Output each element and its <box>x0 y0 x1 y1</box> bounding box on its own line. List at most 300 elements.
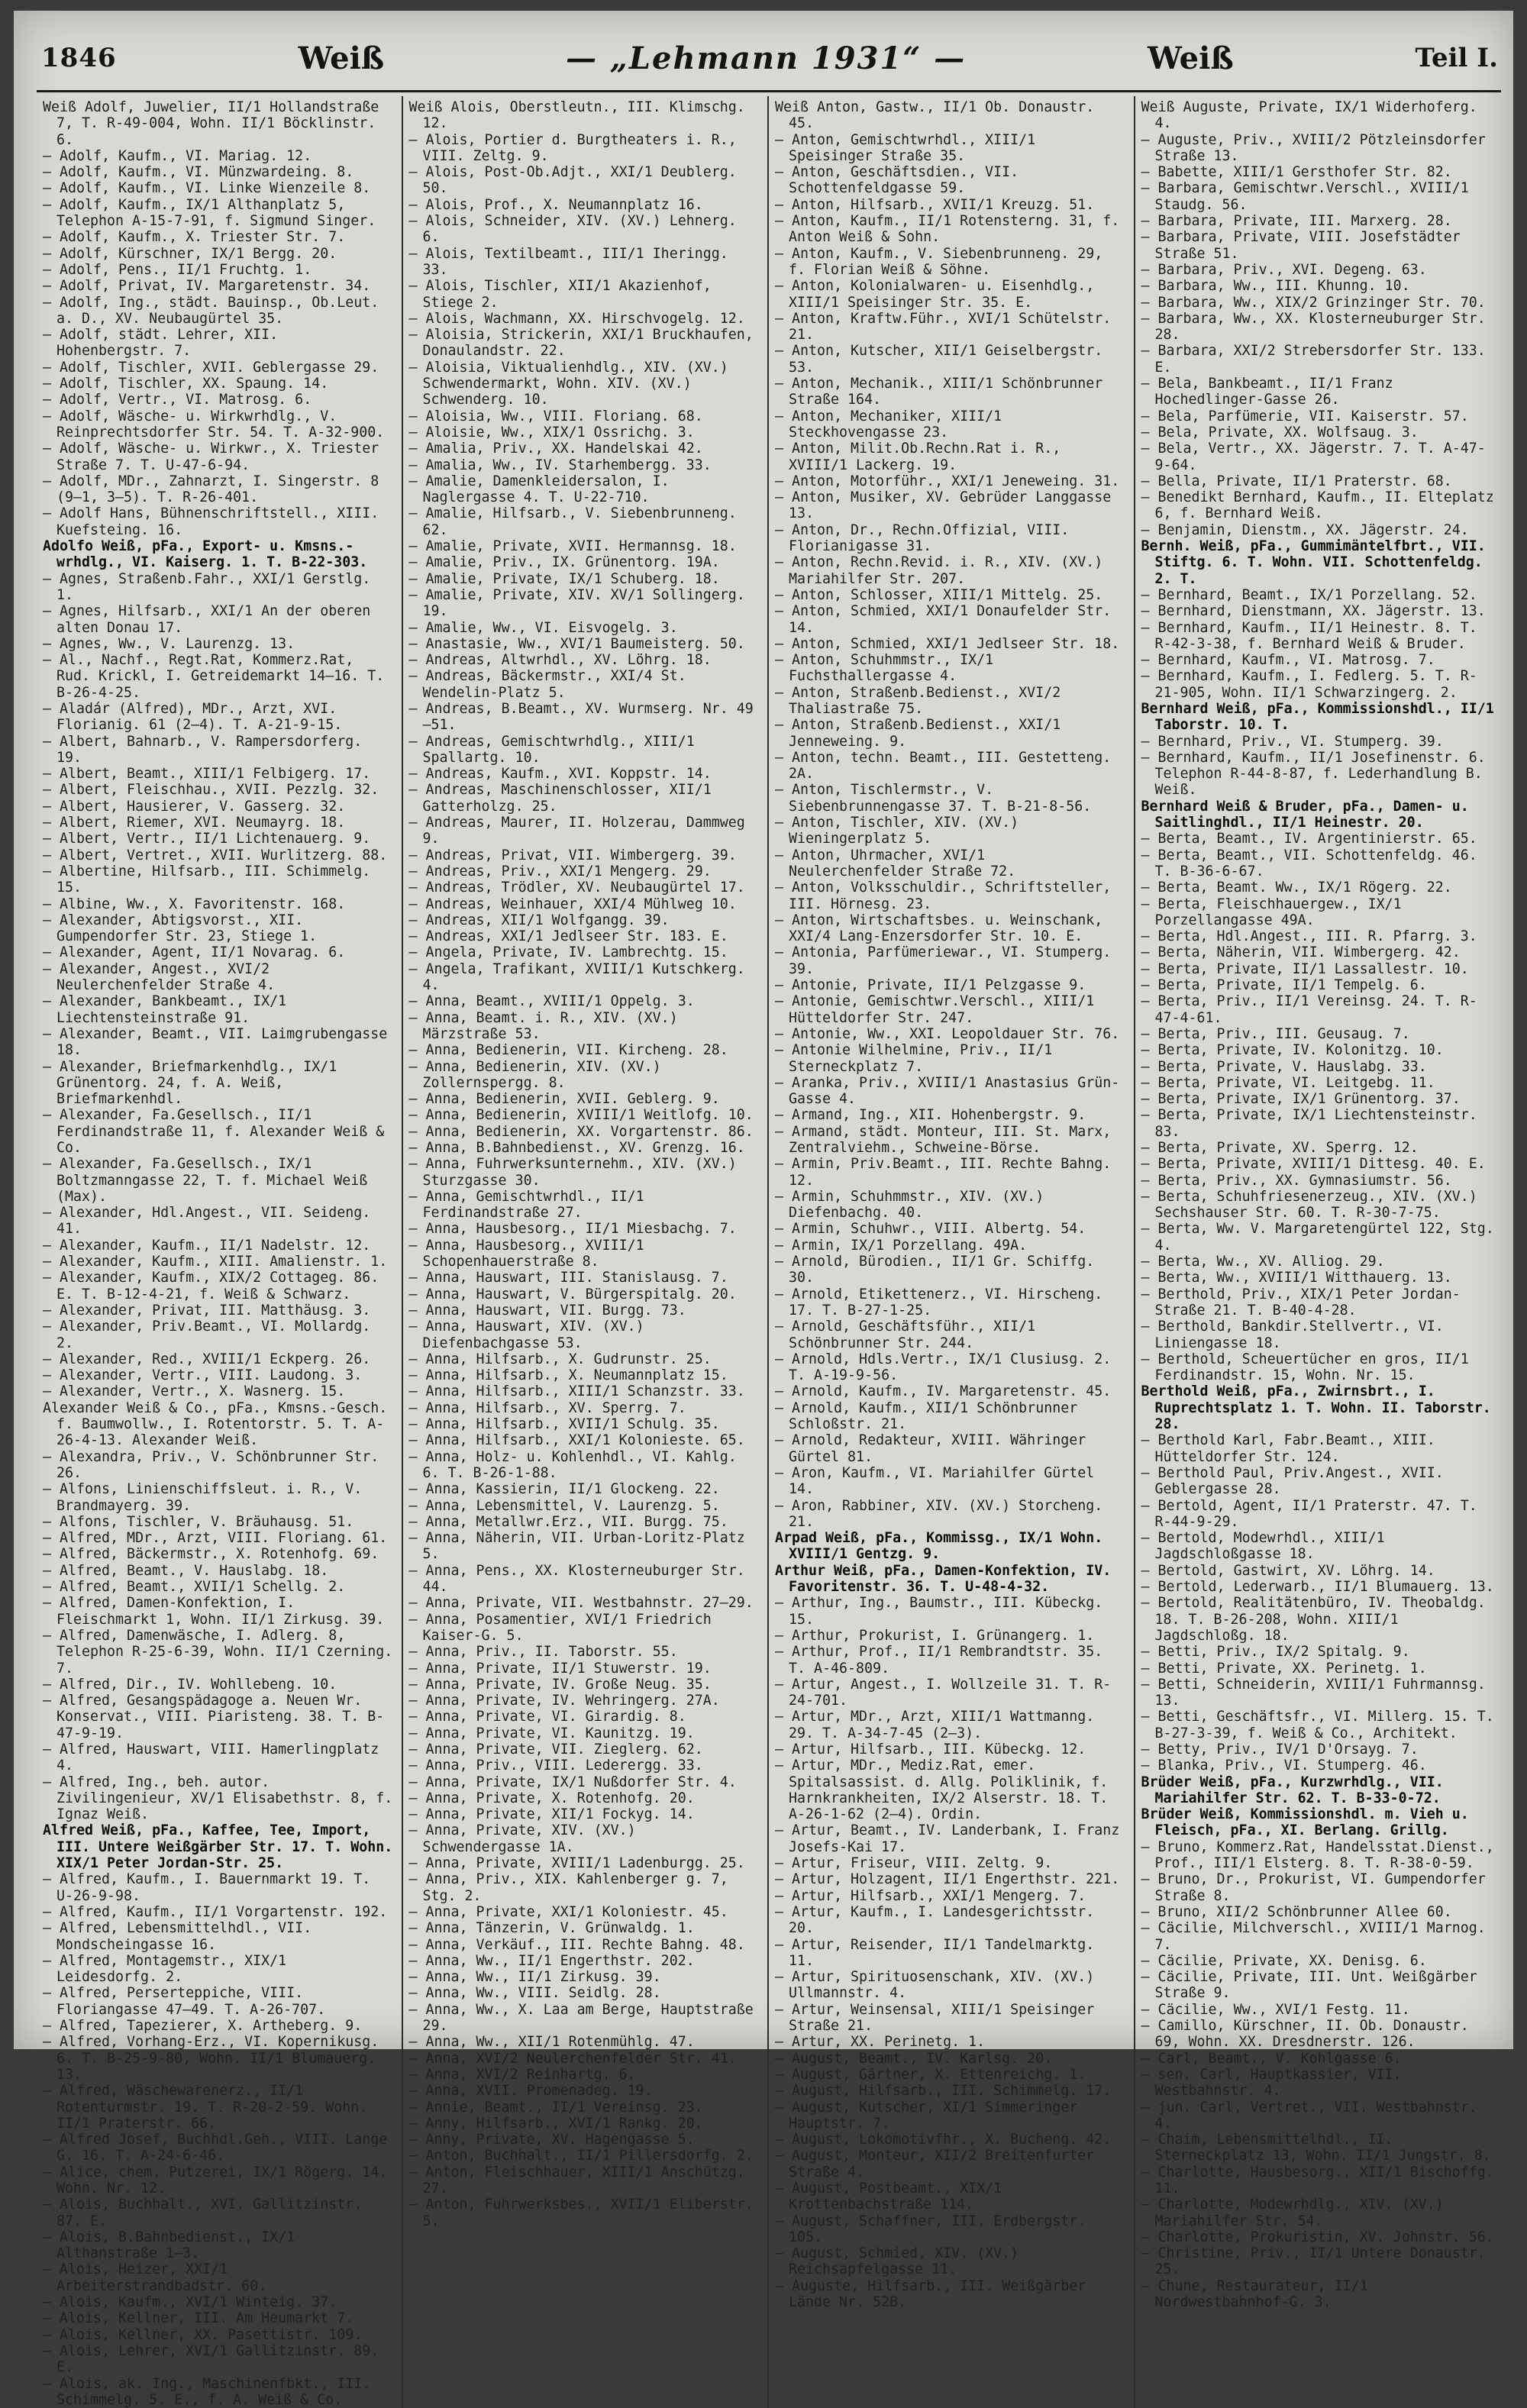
firm-entry: Brüder Weiß, pFa., Kurzwrhdlg., VII. Mariahilfer Str. 62. T. B-33-0-72. <box>1141 1774 1444 1806</box>
directory-entry: — Alfred, Lebensmittelhdl., VII. Mondscheingasse 16. <box>43 1920 312 1953</box>
directory-entry: — Anna, Hilfsarb., X. Gudrunstr. 25. <box>408 1351 712 1367</box>
directory-entry: — Anna, Bedienerin, XX. Vorgartenstr. 86. <box>408 1123 754 1140</box>
directory-entry: — Andreas, Gemischtwrhdlg., XIII/1 Spallartg. 10. <box>408 733 695 766</box>
directory-entry: — Anna, Beamt. i. R., XIV. (XV.) Märzstraße 53. <box>408 1009 678 1042</box>
directory-entry: — Artur, Kaufm., I. Landesgerichtsstr. 20. <box>775 1903 1095 1937</box>
directory-entry: — Anton, Schmied, XXI/1 Donaufelder Str. 14. <box>775 603 1112 636</box>
directory-entry: — Alfred, Kaufm., I. Bauernmarkt 19. T. U-26-9-98. <box>43 1871 371 1904</box>
directory-entry: — Artur, XX. Perinetg. 1. <box>775 2034 986 2051</box>
directory-entry: — Albert, Vertret., XVII. Wurlitzerg. 88. <box>43 847 388 863</box>
directory-entry: — August, Schaffner, III. Erdbergstr. 105. <box>775 2213 1086 2245</box>
directory-entry: — Berta, Näherin, VII. Wimbergerg. 42. <box>1141 944 1461 961</box>
directory-entry: — August, Gärtner, X. Ettenreichg. 1. <box>775 2066 1086 2083</box>
directory-entry: — August, Schmied, XIV. (XV.) Reichsapfelgasse 11. <box>775 2245 1019 2278</box>
directory-entry: — Alfred, Vorhang-Erz., VI. Kopernikusg. 6. T. B-25-9-80, Wohn. II/1 Blumauerg. 13. <box>43 2034 379 2083</box>
directory-entry: — Berta, Beamt. Ww., IX/1 Rögerg. 22. <box>1141 880 1452 896</box>
directory-entry: — Anna, Holz- u. Kohlenhdl., VI. Kahlg. 6. T. B-26-1-88. <box>408 1448 737 1481</box>
directory-entry: — Adolf Hans, Bühnenschriftstell., XIII. Kuefsteing. 16. <box>43 505 379 538</box>
directory-entry: — Anna, Private, IX/1 Nußdorfer Str. 4. <box>408 1774 737 1790</box>
directory-entry: — Alfred, Montagemstr., XIX/1 Leidesdorfg. 2. <box>43 1952 287 1986</box>
directory-entry: — Adolf, Kaufm., VI. Mariag. 12. <box>43 147 312 164</box>
running-surname-right: Weiß <box>1148 40 1234 76</box>
directory-entry: — Alfred, Beamt., XVII/1 Schellg. 2. <box>43 1579 346 1596</box>
directory-entry: — Anton, Straßenb.Bedienst., XXI/1 Jenneweing. 9. <box>775 717 1061 750</box>
directory-entry: — Berta, Private, IV. Kolonitzg. 10. <box>1141 1042 1444 1059</box>
directory-entry: — Bertold, Lederwarb., II/1 Blumauerg. 13. <box>1141 1579 1494 1596</box>
directory-entry: — August, Beamt., IV. Karlsg. 20. <box>775 2050 1053 2067</box>
directory-entry: — Barbara, XXI/2 Strebersdorfer Str. 133. E. <box>1141 343 1486 376</box>
directory-entry: — Auguste, Hilfsarb., III. Weißgärber Lände Nr. 52B. <box>775 2277 1086 2311</box>
directory-entry: — Angela, Trafikant, XVIII/1 Kutschkerg. 4. <box>408 960 745 994</box>
directory-entry: — Berta, Private, IX/1 Liechtensteinstr. 83. <box>1141 1107 1477 1140</box>
directory-entry: — Berta, Hdl.Angest., III. R. Pfarrg. 3. <box>1141 928 1477 945</box>
directory-entry: — Anton, Kolonialwaren- u. Eisenhdlg., XIII/1 Speisinger Str. 35. E. <box>775 278 1095 311</box>
directory-entry: — Berta, Private, II/1 Tempelg. 6. <box>1141 977 1427 994</box>
directory-entry: — Cäcilie, Ww., XVI/1 Festg. 11. <box>1141 2001 1410 2018</box>
directory-entry: — Amalie, Ww., VI. Eisvogelg. 3. <box>408 619 678 636</box>
directory-entry: — Anna, Private, IV. Wehringerg. 27A. <box>408 1693 720 1709</box>
directory-entry: — Anny, Hilfsarb., XVI/1 Rankg. 20. <box>408 2115 703 2132</box>
directory-entry: — Alfred, Tapezierer, X. Artheberg. 9. <box>43 2018 363 2035</box>
directory-entry: — Anna, Private, VII. Westbahnstr. 27—29. <box>408 1595 754 1612</box>
directory-entry: — Bernhard, Kaufm., VI. Matrosg. 7. <box>1141 652 1435 669</box>
directory-entry: — Alfred, Wäschewarenerz., II/1 Rotenturmstr. 19. T. R-20-2-59. Wohn. II/1 Praterstr. 66. <box>43 2083 368 2132</box>
firm-entry: Bernhard Weiß, pFa., Kommissionshdl., II/1 Taborstr. 10. T. <box>1141 700 1494 734</box>
directory-entry: — Alois, Tischler, XII/1 Akazienhof, Stiege 2. <box>408 278 712 311</box>
part-label: Teil I. <box>1415 43 1498 73</box>
directory-entry: — Anna, Ww., VIII. Seidlg. 28. <box>408 1985 661 2002</box>
directory-entry: — Anton, Schlosser, XIII/1 Mittelg. 25. <box>775 586 1103 603</box>
directory-entry: — Aloisia, Viktualienhdlg., XIV. (XV.) Schwendermarkt, Wohn. XIV. (XV.) Schwenderg. 10. <box>408 359 728 408</box>
directory-entry: — Anton, Buchhalt., II/1 Pillersdorfg. 2. <box>408 2148 754 2164</box>
directory-entry: — Andreas, Weinhauer, XXI/4 Mühlweg 10. <box>408 896 737 912</box>
directory-entry: — Anna, Tänzerin, V. Grünwaldg. 1. <box>408 1920 695 1937</box>
directory-entry: — August, Monteur, XII/2 Breitenfurter Straße 4. <box>775 2148 1095 2180</box>
directory-entry: — Adolf, Kaufm., VI. Linke Wienzeile 8. <box>43 180 371 197</box>
directory-entry: — Carl, Beamt., V. Kohlgasse 6. <box>1141 2050 1402 2067</box>
directory-entry: — Anton, Gemischtwrhdl., XIII/1 Speisinger Straße 35. <box>775 131 1036 164</box>
directory-entry: — Adolf, Ing., städt. Bauinsp., Ob.Leut. a. D., XV. Neubaugürtel 35. <box>43 294 379 327</box>
directory-entry: — Alexander, Vertr., X. Wasnerg. 15. <box>43 1383 346 1400</box>
directory-entry: — Adolf, Wäsche- u. Wirkwr., X. Triester Straße 7. T. U-47-6-94. <box>43 441 379 473</box>
directory-entry: Alexander Weiß & Co., pFa., Kmsns.-Gesch. f. Baumwollw., I. Rotentorstr. 5. T. A-26-4-13. Alexander Weiß. <box>43 1399 388 1449</box>
directory-entry: — Anton, Milit.Ob.Rechn.Rat i. R., XVIII/1 Lackerg. 19. <box>775 441 1061 473</box>
directory-entry: — Benjamin, Dienstm., XX. Jägerstr. 24. <box>1141 521 1469 538</box>
directory-entry: — Andreas, XII/1 Wolfgangg. 39. <box>408 912 670 928</box>
directory-entry: — Arnold, Etikettenerz., VI. Hirscheng. 17. T. B-27-1-25. <box>775 1286 1103 1319</box>
directory-entry: — Alois, Textilbeamt., III/1 Iheringg. 33. <box>408 245 728 278</box>
directory-entry: — Anna, Hilfsarb., XVII/1 Schulg. 35. <box>408 1416 720 1433</box>
firm-entry: Bernhard Weiß & Bruder, pFa., Damen- u. Saitlinghdl., II/1 Heinestr. 20. <box>1141 798 1469 831</box>
directory-entry: — Anton, Kraftw.Führ., XVI/1 Schütelstr. 21. <box>775 310 1112 344</box>
directory-entry: — Andreas, Trödler, XV. Neubaugürtel 17. <box>408 880 745 896</box>
directory-entry: — Anna, Bedienerin, XVII. Geblerg. 9. <box>408 1091 720 1108</box>
directory-entry: — Annie, Beamt., II/1 Vereinsg. 23. <box>408 2099 703 2116</box>
directory-entry: — Anna, Metallwr.Erz., VII. Burgg. 75. <box>408 1513 728 1530</box>
directory-entry: — Arnold, Redakteur, XVIII. Währinger Gürtel 81. <box>775 1432 1086 1465</box>
column-1 <box>37 96 403 2408</box>
directory-entry: — Anna, Hausbesorg., II/1 Miesbachg. 7. <box>408 1221 737 1238</box>
directory-entry: — sen. Carl, Hauptkassier, VII. Westbahnstr. 4. <box>1141 2066 1402 2100</box>
directory-entry: — Berta, Priv., II/1 Vereinsg. 24. T. R-47-4-61. <box>1141 993 1477 1026</box>
directory-entry: — August, Lokomotivfhr., X. Bucheng. 42. <box>775 2132 1112 2148</box>
directory-entry: — Alois, Portier d. Burgtheaters i. R., VIII. Zeltg. 9. <box>408 131 737 164</box>
directory-entry: — Alfred, Damen-Konfektion, I. Fleischmarkt 1, Wohn. II/1 Zirkusg. 39. <box>43 1595 385 1628</box>
directory-entry: — Anton, Mechaniker, XIII/1 Steckhovengasse 23. <box>775 408 1002 441</box>
directory-entry: — Berta, Schuhfriesenerzeug., XIV. (XV.) Sechshauser Str. 60. T. R-30-7-75. <box>1141 1188 1477 1222</box>
directory-entry: — Alois, Wachmann, XX. Hirschvogelg. 12. <box>408 310 745 327</box>
directory-entry: — Anna, Private, VI. Kaunitzg. 19. <box>408 1725 695 1741</box>
directory-entry: — Charlotte, Modewrhdlg., XIV. (XV.) Mariahilfer Str. 54. <box>1141 2197 1444 2229</box>
directory-entry: — Amalie, Damenkleidersalon, I. Naglergasse 4. T. U-22-710. <box>408 473 670 506</box>
directory-entry: Weiß Anton, Gastw., II/1 Ob. Donaustr. 45. <box>775 99 1095 132</box>
directory-entry: — Anton, Kaufm., II/1 Rotensterng. 31, f. Anton Weiß & Sohn. <box>775 213 1120 246</box>
directory-entry: — Anna, Priv., XIX. Kahlenberger g. 7, Stg. 2. <box>408 1871 728 1904</box>
directory-entry: — Andreas, Privat, VII. Wimbergerg. 39. <box>408 847 737 863</box>
directory-entry: — Anton, Tischler, XIV. (XV.) Wieningerplatz 5. <box>775 815 1019 847</box>
directory-entry: — Berta, Beamt., VII. Schottenfeldg. 46. T. B-36-6-67. <box>1141 847 1477 880</box>
directory-entry: — Anna, Ww., II/1 Zirkusg. 39. <box>408 1969 661 1986</box>
directory-entry: — Alexander, Kaufm., XIII. Amalienstr. 1. <box>43 1254 388 1270</box>
directory-entry: Weiß Alois, Oberstleutn., III. Klimschg. 12. <box>408 99 745 132</box>
directory-entry: — Anna, Posamentier, XVI/1 Friedrich Kaiser-G. 5. <box>408 1611 712 1644</box>
directory-entry: — Alfred, Hauswart, VIII. Hamerlingplatz 4. <box>43 1741 379 1774</box>
directory-entry: — Bernhard, Priv., VI. Stumperg. 39. <box>1141 733 1444 750</box>
directory-entry: — Artur, Spirituosenschank, XIV. (XV.) Ullmannstr. 4. <box>775 1969 1095 2002</box>
directory-entry: — Alexander, Angest., XVI/2 Neulerchenfelder Straße 4. <box>43 960 276 994</box>
directory-entry: — Anna, Beamt., XVIII/1 Oppelg. 3. <box>408 993 695 1010</box>
firm-entry: Arpad Weiß, pFa., Kommissg., IX/1 Wohn. XVIII/1 Gentzg. 9. <box>775 1530 1103 1563</box>
directory-entry: — Alexander, Priv.Beamt., VI. Mollardg. 2. <box>43 1319 371 1351</box>
directory-entry: — Adolf, Kaufm., IX/1 Althanplatz 5, Telephon A-15-7-91, f. Sigmund Singer. <box>43 196 376 230</box>
column-2 <box>403 96 770 2408</box>
directory-entry: — Anna, XVII. Promenadeg. 19. <box>408 2083 653 2100</box>
directory-entry: — Barbara, Private, VIII. Josefstädter Straße 51. <box>1141 229 1461 262</box>
directory-entry: — Cäcilie, Private, XX. Denisg. 6. <box>1141 1952 1427 1969</box>
directory-entry: — Alfred, Perserteppiche, VIII. Floriangasse 47—49. T. A-26-707. <box>43 1985 326 2018</box>
directory-entry: — Alfons, Linienschiffsleut. i. R., V. Brandmayerg. 39. <box>43 1481 363 1514</box>
directory-entry: — Albert, Beamt., XIII/1 Felbigerg. 17. <box>43 766 371 783</box>
directory-entry: — Andreas, B.Beamt., XV. Wurmserg. Nr. 49—51. <box>408 700 754 734</box>
directory-entry: — Arnold, Geschäftsführ., XII/1 Schönbrunner Str. 244. <box>775 1319 1036 1351</box>
directory-entry: — Alois, Prof., X. Neumannplatz 16. <box>408 196 703 213</box>
directory-entry: — Anna, Private, VI. Girardig. 8. <box>408 1709 686 1725</box>
directory-entry: — Armand, Ing., XII. Hohenbergstr. 9. <box>775 1107 1086 1124</box>
directory-entry: — Berthold, Scheuertücher en gros, II/1 Ferdinandstr. 15, Wohn. Nr. 15. <box>1141 1351 1469 1384</box>
directory-entry: — Barbara, Ww., XIX/2 Grinzinger Str. 70. <box>1141 294 1486 311</box>
directory-entry: — Berta, Ww., XVIII/1 Witthauerg. 13. <box>1141 1270 1452 1286</box>
directory-entry: — Bruno, Dr., Prokurist, VI. Gumpendorfer Straße 8. <box>1141 1871 1486 1904</box>
directory-entry: — Alexander, Abtigsvorst., XII. Gumpendorfer Str. 23, Stiege 1. <box>43 912 318 945</box>
directory-entry: — Aloisia, Strickerin, XXI/1 Bruckhaufen, Donaulandstr. 22. <box>408 327 754 360</box>
directory-entry: — Anton, Geschäftsdien., VII. Schottenfeldgasse 59. <box>775 164 1019 197</box>
directory-entry: — Alois, Kellner, III. Am Heumarkt 7. <box>43 2310 354 2327</box>
directory-entry: — Christine, Priv., II/1 Untere Donaustr. 25. <box>1141 2245 1486 2278</box>
directory-entry: — Anna, Priv., II. Taborstr. 55. <box>408 1644 678 1661</box>
directory-entry: — Anton, Kutscher, XII/1 Geiselbergstr. 53. <box>775 343 1103 376</box>
directory-entry: — Anastasie, Ww., XVI/1 Baumeisterg. 50. <box>408 635 745 652</box>
directory-entry: — Bernhard, Kaufm., II/1 Josefinenstr. 6. Telephon R-44-8-87, f. Lederhandlung B. Weiß. <box>1141 749 1486 799</box>
directory-entry: — Anton, Straßenb.Bedienst., XVI/2 Thaliastraße 75. <box>775 684 1061 717</box>
directory-entry: — Alfred, Ing., beh. autor. Zivilingenieur, XV/1 Elisabethstr. 8, f. Ignaz Weiß. <box>43 1774 393 1823</box>
directory-entry: — Arthur, Prokurist, I. Grünangerg. 1. <box>775 1627 1095 1644</box>
directory-entry: — Adolf, MDr., Zahnarzt, I. Singerstr. 8 (9—1, 3—5). T. R-26-401. <box>43 473 379 506</box>
directory-entry: — Artur, MDr., Mediz.Rat, emer. Spitalsassist. d. Allg. Poliklinik, f. Harnkrankheiten, IX/2 Alserstr. 18. T. A-26-1-62 (2—4). Ordin. <box>775 1758 1109 1823</box>
directory-entry: — August, Postbeamt., XIX/1 Krottenbachstraße 114. <box>775 2180 1002 2213</box>
directory-entry: — Antonie Wilhelmine, Priv., II/1 Sterneckplatz 7. <box>775 1042 1053 1075</box>
directory-entry: — Berta, Private, XV. Sperrg. 12. <box>1141 1140 1419 1156</box>
directory-entry: — Anna, Private, XXI/1 Koloniestr. 45. <box>408 1903 728 1920</box>
directory-entry: — Alfred, Kaufm., II/1 Vorgartenstr. 192. <box>43 1903 388 1920</box>
directory-entry: — Anton, Motorführ., XXI/1 Jeneweing. 31. <box>775 473 1120 489</box>
directory-entry: — Adolf, Vertr., VI. Matrosg. 6. <box>43 392 312 408</box>
directory-entry: — Andreas, Maurer, II. Holzerau, Dammweg 9. <box>408 815 745 847</box>
directory-entry: — Berta, Priv., XX. Gymnasiumstr. 56. <box>1141 1172 1452 1189</box>
directory-entry: — Anna, Priv., VIII. Lederergg. 33. <box>408 1758 703 1774</box>
directory-entry: — Andreas, Bäckermstr., XXI/4 St. Wendelin-Platz 5. <box>408 668 686 701</box>
directory-entry: — Angela, Private, IV. Lambrechtg. 15. <box>408 944 728 961</box>
directory-entry: — Aranka, Priv., XVIII/1 Anastasius Grün-Gasse 4. <box>775 1074 1120 1108</box>
directory-entry: — Berta, Private, IX/1 Grünentorg. 37. <box>1141 1091 1461 1108</box>
directory-entry: — August, Hilfsarb., III. Schimmelg. 17. <box>775 2083 1112 2100</box>
directory-entry: — Alois, Lehrer, XVI/1 Gallitzinstr. 89. E. <box>43 2342 379 2376</box>
directory-entry: — Agnes, Ww., V. Laurenzg. 13. <box>43 635 295 652</box>
directory-entry: — Antonie, Gemischtwr.Verschl., XIII/1 Hütteldorfer Str. 247. <box>775 993 1095 1026</box>
directory-entry: — Adolf, Kaufm., X. Triester Str. 7. <box>43 229 346 246</box>
directory-entry: — Anton, Schmied, XXI/1 Jedlseer Str. 18. <box>775 635 1120 652</box>
directory-entry: — Anna, Bedienerin, XVIII/1 Weitlofg. 10. <box>408 1107 754 1124</box>
page-number: 1846 <box>41 43 117 73</box>
directory-entry: — Agnes, Hilfsarb., XXI/1 An der oberen alten Donau 17. <box>43 603 371 636</box>
directory-entry: — Anna, Private, XII/1 Fockyg. 14. <box>408 1806 695 1823</box>
directory-entry: — Berthold, Bankdir.Stellvertr., VI. Liniengasse 18. <box>1141 1319 1444 1351</box>
directory-entry: — Alexander, Fa.Gesellsch., II/1 Ferdinandstraße 11, f. Alexander Weiß & Co. <box>43 1107 385 1156</box>
directory-entry: — Artur, Angest., I. Wollzeile 31. T. R-24-701. <box>775 1676 1112 1709</box>
directory-entry: — Berthold Karl, Fabr.Beamt., XIII. Hütteldorfer Str. 124. <box>1141 1432 1435 1465</box>
header-rule <box>37 90 1501 92</box>
directory-entry: — Alexandra, Priv., V. Schönbrunner Str. 26. <box>43 1448 379 1481</box>
directory-entry: Weiß Auguste, Private, IX/1 Widerhoferg. 4. <box>1141 99 1477 132</box>
directory-entry: — Amalie, Private, XVII. Hermannsg. 18. <box>408 538 737 555</box>
directory-entry: — Barbara, Ww., XX. Klosterneuburger Str. 28. <box>1141 310 1486 344</box>
directory-entry: — Alexander, Beamt., VII. Laimgrubengasse 18. <box>43 1025 388 1059</box>
directory-entry: — Berta, Ww., XV. Alliog. 29. <box>1141 1254 1385 1270</box>
directory-entry: — Alfred, Damenwäsche, I. Adlerg. 8, Telephon R-25-6-39, Wohn. II/1 Czerning. 7. <box>43 1627 393 1677</box>
directory-entry: — Bernhard, Dienstmann, XX. Jägerstr. 13. <box>1141 603 1486 620</box>
directory-entry: — Andreas, Maschinenschlosser, XII/1 Gatterholzg. 25. <box>408 782 712 815</box>
directory-entry: — Adolf, Tischler, XX. Spaung. 14. <box>43 376 329 392</box>
directory-entry: — Berta, Ww. V. Margaretengürtel 122, Stg. 4. <box>1141 1221 1494 1254</box>
directory-entry: — Anna, Hauswart, V. Bürgerspitalg. 20. <box>408 1286 737 1302</box>
directory-entry: — Berta, Private, VI. Leitgebg. 11. <box>1141 1074 1435 1091</box>
directory-entry: — Alexander, Red., XVIII/1 Eckperg. 26. <box>43 1351 371 1367</box>
directory-entry: — Alexander, Kaufm., XIX/2 Cottageg. 86. E. T. B-12-4-21, f. Weiß & Schwarz. <box>43 1270 379 1302</box>
directory-entry: — Anna, Hilfsarb., XIII/1 Schanzstr. 33. <box>408 1383 745 1400</box>
directory-entry: — Bella, Private, II/1 Praterstr. 68. <box>1141 473 1452 489</box>
directory-entry: — Amalie, Private, IX/1 Schuberg. 18. <box>408 570 720 587</box>
directory-entry: — Anton, Rechn.Revid. i. R., XIV. (XV.) Mariahilfer Str. 207. <box>775 554 1103 587</box>
directory-entry: — Albert, Riemer, XVI. Neumayrg. 18. <box>43 815 346 831</box>
directory-entry: — Anna, Hilfsarb., XXI/1 Kolonieste. 65. <box>408 1432 745 1449</box>
directory-entry: — Berta, Private, XVIII/1 Dittesg. 40. E. <box>1141 1156 1486 1173</box>
column-4 <box>1135 96 1502 2408</box>
directory-entry: — Auguste, Priv., XVIII/2 Pötzleinsdorfer Straße 13. <box>1141 131 1486 164</box>
directory-entry: — Anton, Fuhrwerksbes., XVII/1 Eliberstr. 5. <box>408 2197 754 2229</box>
directory-entry: — Anna, Gemischtwrhdl., II/1 Ferdinandstraße 27. <box>408 1188 644 1222</box>
directory-entry: — Antonia, Parfümeriewar., VI. Stumperg. 39. <box>775 944 1112 977</box>
directory-entry: — Alexander, Bankbeamt., IX/1 Liechtensteinstraße 91. <box>43 993 287 1026</box>
directory-entry: — Anna, Ww., XII/1 Rotenmühlg. 47. <box>408 2034 695 2051</box>
directory-entry: — Alois, Heizer, XXI/1 Arbeiterstrandbadstr. 60. <box>43 2261 267 2294</box>
directory-entry: — Berta, Private, II/1 Lassallestr. 10. <box>1141 960 1469 977</box>
directory-entry: — Anna, Bedienerin, XIV. (XV.) Zollernspergg. 8. <box>408 1058 661 1091</box>
directory-entry: — Albertine, Hilfsarb., III. Schimmelg. 15. <box>43 863 371 896</box>
directory-entry: — Armin, IX/1 Porzellang. 49A. <box>775 1237 1028 1254</box>
directory-entry: — Alois, ak. Ing., Maschinenfbkt., III. Schimmelg. 5. E., f. A. Weiß & Co. <box>43 2375 371 2408</box>
directory-entry: — Alexander, Privat, III. Matthäusg. 3. <box>43 1302 371 1319</box>
directory-entry: — Bruno, XII/2 Schönbrunner Allee 60. <box>1141 1903 1452 1920</box>
directory-entry: — Arthur, Ing., Baumstr., III. Kübeckg. 15. <box>775 1595 1103 1628</box>
directory-entry: — Alfred, Gesangspädagoge a. Neuen Wr. Konservat., VIII. Piaristeng. 38. T. B-47-9-19. <box>43 1693 385 1741</box>
directory-entry: — Bruno, Kommerz.Rat, Handelsstat.Dienst., Prof., III/1 Elsterg. 8. T. R-38-0-59. <box>1141 1838 1494 1872</box>
directory-entry: — Anna, Private, X. Rotenhofg. 20. <box>408 1790 695 1806</box>
directory-entry: — Arnold, Kaufm., IV. Margaretenstr. 45. <box>775 1383 1112 1400</box>
directory-entry: — Chune, Restaurateur, II/1 Nordwestbahnhof-G. 3. <box>1141 2277 1368 2311</box>
directory-entry: — Armin, Priv.Beamt., III. Rechte Bahng. 12. <box>775 1156 1112 1189</box>
directory-entry: — Babette, XIII/1 Gersthofer Str. 82. <box>1141 164 1452 181</box>
directory-entry: — Alexander, Briefmarkenhdlg., IX/1 Grünentorg. 24, f. A. Weiß, Briefmarkenhdl. <box>43 1058 337 1108</box>
firm-entry: Bernh. Weiß, pFa., Gummimäntelfbrt., VII. Stiftg. 6. T. Wohn. VII. Schottenfeldg. 2. T. <box>1141 538 1486 587</box>
directory-entry: — Bernhard, Kaufm., I. Fedlerg. 5. T. R-21-905, Wohn. II/1 Schwarzingerg. 2. <box>1141 668 1477 701</box>
directory-entry: — Anna, Fuhrwerksunternehm., XIV. (XV.) Sturzgasse 30. <box>408 1156 737 1189</box>
directory-entry: — Anny, Private, XV. Hagengasse 5. <box>408 2132 695 2148</box>
directory-entry: — Adolf, Pens., II/1 Fruchtg. 1. <box>43 261 312 278</box>
directory-entry: — Anna, Private, XIV. (XV.) Schwendergasse 1A. <box>408 1822 636 1855</box>
directory-entry: — Adolf, Kürschner, IX/1 Bergg. 20. <box>43 245 337 262</box>
directory-entry: — Anton, Hilfsarb., XVII/1 Kreuzg. 51. <box>775 196 1095 213</box>
directory-entry: — Anna, Private, VII. Zieglerg. 62. <box>408 1741 703 1758</box>
directory-entry: — Anton, Wirtschaftsbes. u. Weinschank, XXI/4 Lang-Enzersdorfer Str. 10. E. <box>775 912 1103 945</box>
directory-entry: — Anna, XVI/2 Reinhartg. 6. <box>408 2066 636 2083</box>
firm-entry: Arthur Weiß, pFa., Damen-Konfektion, IV. Favoritenstr. 36. T. U-48-4-32. <box>775 1562 1112 1596</box>
directory-entry: — Anna, Ww., II/1 Engerthstr. 202. <box>408 1952 695 1969</box>
directory-entry: — Blanka, Priv., VI. Stumperg. 46. <box>1141 1758 1427 1774</box>
directory-entry: — Anna, Bedienerin, VII. Kircheng. 28. <box>408 1042 728 1059</box>
directory-entry: — Betty, Priv., IV/1 D'Orsayg. 7. <box>1141 1741 1419 1758</box>
directory-entry: — Adolf, Wäsche- u. Wirkwrhdlg., V. Reinprechtsdorfer Str. 54. T. A-32-900. <box>43 408 385 441</box>
directory-entry: — Bela, Bankbeamt., II/1 Franz Hochedlinger-Gasse 26. <box>1141 376 1393 408</box>
directory-entry: — Albert, Bahnarb., V. Rampersdorferg. 19. <box>43 733 363 766</box>
running-surname-left: Weiß <box>298 40 385 76</box>
directory-entry: — Aloisie, Ww., XIX/1 Ossrichg. 3. <box>408 424 695 441</box>
firm-entry: Alfred Weiß, pFa., Kaffee, Tee, Import, III. Untere Weißgärber Str. 17. T. Wohn. XIX/1 Peter Jordan-Str. 25. <box>43 1822 393 1872</box>
directory-entry: — Alois, Post-Ob.Adjt., XXI/1 Deublerg. 50. <box>408 164 737 197</box>
directory-entry: — Anton, Volksschuldir., Schriftsteller, III. Hörnesg. 23. <box>775 880 1112 912</box>
column-3 <box>769 96 1135 2408</box>
directory-entry: — Antonie, Ww., XXI. Leopoldauer Str. 76. <box>775 1025 1120 1042</box>
directory-entry: — Andreas, Altwrhdl., XV. Löhrg. 18. <box>408 652 712 669</box>
directory-entry: — Aron, Kaufm., VI. Mariahilfer Gürtel 14. <box>775 1464 1095 1498</box>
directory-entry: — Andreas, Priv., XXI/1 Mengerg. 29. <box>408 863 712 880</box>
directory-entry: — Anna, B.Bahnbedienst., XV. Grenzg. 16. <box>408 1140 745 1156</box>
directory-page <box>14 11 1513 2408</box>
directory-entry: — Artur, Reisender, II/1 Tandelmarktg. 11. <box>775 1936 1095 1969</box>
directory-entry: — Alexander, Kaufm., II/1 Nadelstr. 12. <box>43 1237 371 1254</box>
directory-entry: — Amalie, Hilfsarb., V. Siebenbrunneng. 62. <box>408 505 737 538</box>
directory-entry: — Armand, städt. Monteur, III. St. Marx, Zentralviehm., Schweine-Börse. <box>775 1123 1112 1156</box>
directory-entry: — Betti, Priv., IX/2 Spitalg. 9. <box>1141 1644 1410 1661</box>
directory-entry: — Artur, Beamt., IV. Landerbank, I. Franz Josefs-Kai 17. <box>775 1822 1120 1855</box>
directory-entry: — Albert, Hausierer, V. Gasserg. 32. <box>43 798 346 815</box>
directory-entry: — Adolf, Privat, IV. Margaretenstr. 34. <box>43 278 371 295</box>
directory-entry: — Anna, Näherin, VII. Urban-Loritz-Platz 5. <box>408 1530 745 1563</box>
directory-entry: — Agnes, Straßenb.Fahr., XXI/1 Gerstlg. 1. <box>43 570 371 603</box>
directory-entry: — Artur, Holzagent, II/1 Engerthstr. 221. <box>775 1871 1120 1888</box>
directory-entry: — Anna, XVI/2 Neulerchenfelder Str. 41. <box>408 2050 737 2067</box>
directory-entry: — Artur, Hilfsarb., III. Kübeckg. 12. <box>775 1741 1086 1758</box>
firm-entry: Adolfo Weiß, pFa., Export- u. Kmsns.-wrhdlg., VI. Kaiserg. 1. T. B-22-303. <box>43 538 368 571</box>
directory-entry: — Camillo, Kürschner, II. Ob. Donaustr. 69, Wohn. XX. Dresdnerstr. 126. <box>1141 2018 1469 2051</box>
directory-entry: — Charlotte, Prokuristin, XV. Johnstr. 56. <box>1141 2229 1494 2245</box>
directory-entry: — Alois, B.Bahnbedienst., IX/1 Althanstraße 1—3. <box>43 2229 295 2262</box>
directory-entry: — Bertold, Realitätenbüro, IV. Theobaldg. 18. T. B-26-208, Wohn. XIII/1 Jagdschloßg. 18. <box>1141 1595 1486 1644</box>
directory-entry: — Alfred, Dir., IV. Wohllebeng. 10. <box>43 1676 337 1693</box>
directory-entry: — Berta, Priv., III. Geusaug. 7. <box>1141 1025 1410 1042</box>
directory-entry: — Alice, chem. Putzerei, IX/1 Rögerg. 14. Wohn. Nr. 12. <box>43 2164 388 2197</box>
directory-entry: — Artur, Hilfsarb., XXI/1 Mengerg. 7. <box>775 1887 1086 1904</box>
directory-title: — „Lehmann 1931“ — <box>566 40 967 76</box>
directory-entry: — Alfred, MDr., Arzt, VIII. Floriang. 61. <box>43 1530 388 1547</box>
directory-entry: — Anna, Lebensmittel, V. Laurenzg. 5. <box>408 1497 720 1514</box>
directory-entry: — Arnold, Kaufm., XII/1 Schönbrunner Schloßstr. 21. <box>775 1399 1078 1433</box>
directory-entry: — August, Kutscher, XI/1 Simmeringer Hauptstr. 7. <box>775 2099 1078 2132</box>
directory-entry: — Aloisia, Ww., VIII. Floriang. 68. <box>408 408 703 424</box>
directory-entry: — Bela, Vertr., XX. Jägerstr. 7. T. A-47-9-64. <box>1141 441 1486 473</box>
entry-columns <box>37 96 1501 2408</box>
directory-entry: — Anna, Ww., X. Laa am Berge, Hauptstraße 29. <box>408 2001 754 2035</box>
directory-entry: — Anna, Private, IV. Große Neug. 35. <box>408 1676 712 1693</box>
directory-entry: — Bernhard, Beamt., IX/1 Porzellang. 52. <box>1141 586 1477 603</box>
directory-entry: — Cäcilie, Milchverschl., XVIII/1 Marnog. 7. <box>1141 1920 1486 1953</box>
directory-entry: — Alois, Buchhalt., XVI. Gallitzinstr. 87. E. <box>43 2197 363 2229</box>
directory-entry: — Alexander, Agent, II/1 Novarag. 6. <box>43 944 346 961</box>
directory-entry: — Antonie, Private, II/1 Pelzgasse 9. <box>775 977 1086 994</box>
directory-entry: — Alois, Kaufm., XVI/1 Winteig. 37. <box>43 2294 337 2311</box>
directory-entry: — Charlotte, Hausbesorg., XII/1 Bischoffg. 11. <box>1141 2164 1494 2197</box>
directory-entry: — Alexander, Vertr., VIII. Laudong. 3. <box>43 1367 363 1384</box>
directory-entry: — Albine, Ww., X. Favoritenstr. 168. <box>43 896 346 912</box>
directory-entry: — Anton, Uhrmacher, XVI/1 Neulerchenfelder Straße 72. <box>775 847 1016 880</box>
directory-entry: — Aron, Rabbiner, XIV. (XV.) Storcheng. 21. <box>775 1497 1103 1530</box>
directory-entry: — Alfons, Tischler, V. Bräuhausg. 51. <box>43 1513 354 1530</box>
directory-entry: — Anna, Private, XVIII/1 Ladenburgg. 25. <box>408 1855 745 1872</box>
directory-entry: — Berta, Beamt., IV. Argentinierstr. 65. <box>1141 831 1477 847</box>
directory-entry: — Anton, Schuhmmstr., IX/1 Fuchsthallergasse 4. <box>775 652 994 685</box>
directory-entry: — Anna, Pens., XX. Klosterneuburger Str. 44. <box>408 1562 745 1596</box>
directory-entry: — Betti, Private, XX. Perinetg. 1. <box>1141 1660 1427 1677</box>
directory-entry: Weiß Adolf, Juwelier, II/1 Hollandstraße 7, T. R-49-004, Wohn. II/1 Böcklinstr. 6. <box>43 99 379 148</box>
directory-entry: — Bertold, Gastwirt, XV. Löhrg. 14. <box>1141 1562 1435 1579</box>
directory-entry: — Artur, Friseur, VIII. Zeltg. 9. <box>775 1855 1053 1872</box>
directory-entry: — Albert, Fleischhau., XVII. Pezzlg. 32. <box>43 782 379 799</box>
directory-entry: — Benedikt Bernhard, Kaufm., II. Elteplatz 6, f. Bernhard Weiß. <box>1141 489 1494 522</box>
directory-entry: — Alois, Schneider, XIV. (XV.) Lehnerg. 6. <box>408 213 737 246</box>
directory-entry: — Arthur, Prof., II/1 Rembrandtstr. 35. T. A-46-809. <box>775 1644 1103 1677</box>
directory-entry: — Anton, Kaufm., V. Siebenbrunneng. 29, f. Florian Weiß & Söhne. <box>775 245 1103 278</box>
directory-entry: — Amalia, Priv., XX. Handelskai 42. <box>408 441 703 457</box>
firm-entry: Brüder Weiß, Kommissionshdl. m. Vieh u. Fleisch, pFa., XI. Berlang. Grillg. <box>1141 1806 1469 1839</box>
directory-entry: — Berta, Private, V. Hauslabg. 33. <box>1141 1058 1427 1075</box>
